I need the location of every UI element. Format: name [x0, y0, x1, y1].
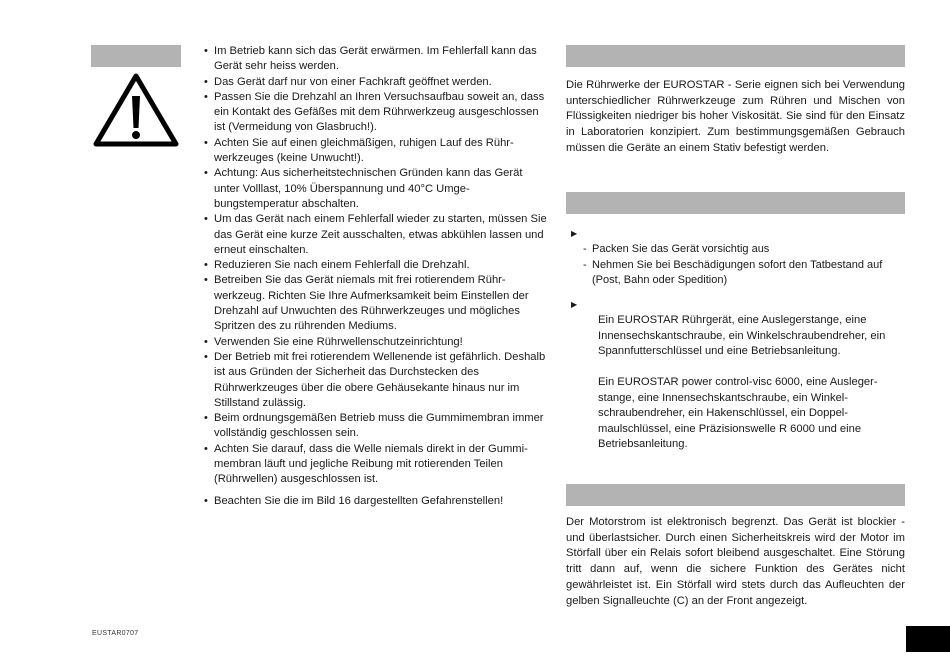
safety-bullet: • Beachten Sie die im Bild 16 dargestellten Gefahrenstellen!: [203, 494, 548, 509]
section-header-bar-motor-protection: [566, 484, 905, 506]
scope-of-delivery-item: Ein EUROSTAR power control-visc 6000, eine Auslegerstange, eine Innensechskantschraube, ein Winkelschraubendreher, ein Hakenschlüssel, ein Doppelmaulschlüssel, eine Präzisionswelle R 6000 und eine Betriebsanleitung.: [598, 376, 878, 451]
section-header-bar-unpacking: [566, 192, 905, 214]
warning-header-bar: [91, 45, 181, 67]
warning-triangle-icon: [92, 72, 180, 148]
intended-use-paragraph: Die Rührwerke der EUROSTAR - Serie eignen sich bei Verwendung unterschiedlicher Rührwerkzeuge zum Rühren und Mischen von Flüssigkeiten niedriger bis hoher Viskosität. Sie sind für den Einsatz in Laboratorien konzipiert. Zum bestimmungsgemäßen Gebrauch müssen die Geräte an einem Stativ befestigt werden.: [566, 79, 905, 154]
safety-bullet: • Achten Sie auf einen gleichmäßigen, ruhigen Lauf des Rührwerkzeuges (keine Unwucht!).: [203, 136, 548, 167]
safety-bullet: • Beim ordnungsgemäßen Betrieb muss die Gummimembran immer vollständig geschlossen sein.: [203, 411, 548, 442]
section-header-bar-intended-use: [566, 45, 905, 67]
safety-bullet: • Achten Sie darauf, dass die Welle niemals direkt in der Gummimembran läuft und jegliche Reibung mit rotierenden Teilen (Rührwellen) ausgeschlossen ist.: [203, 442, 548, 488]
page-edge-tab: [906, 626, 950, 652]
unpacking-item: - Nehmen Sie bei Beschädigungen sofort den Tatbestand auf (Post, Bahn oder Spedition): [583, 258, 913, 289]
safety-bullet: • Reduzieren Sie nach einem Fehlerfall die Drehzahl.: [203, 258, 548, 273]
safety-bullet: • Verwenden Sie eine Rührwellenschutzeinrichtung!: [203, 335, 548, 350]
unpacking-list: [583, 242, 913, 289]
safety-bullet: • Im Betrieb kann sich das Gerät erwärmen. Im Fehlerfall kann das Gerät sehr heiss werden.: [203, 44, 548, 75]
safety-bullet: • Betreiben Sie das Gerät niemals mit frei rotierendem Rührwerkzeug. Richten Sie Ihre Aufmerksamkeit beim Einstellen der Drehzahl auf Unwuchten des Rührwerkzeuges und mögliches Spritzen des zu rührenden Mediums.: [203, 273, 548, 334]
triangle-right-icon: ▶: [571, 229, 578, 238]
safety-bullet: • Der Betrieb mit frei rotierendem Wellenende ist gefährlich. Deshalb ist aus Gründen der Sicherheit das Durchstecken des Rührwerkzeuges über die obere Gehäusekante hinaus nur im Stillstand zulässig.: [203, 350, 548, 411]
safety-bullet: • Passen Sie die Drehzahl an Ihren Versuchsaufbau soweit an, dass ein Kontakt des Gefäßes mit dem Rührwerkzeug ausgeschlossen ist (Vermeidung von Glasbruch!).: [203, 90, 548, 136]
safety-bullet: • Achtung: Aus sicherheitstechnischen Gründen kann das Gerät unter Volllast, 10% Überspannung und 40°C Umgebungstemperatur abschalten.: [203, 166, 548, 212]
document-code: EUSTAR0707: [92, 630, 139, 637]
safety-instructions: [203, 44, 548, 509]
safety-bullet: • Das Gerät darf nur von einer Fachkraft geöffnet werden.: [203, 75, 548, 90]
safety-bullet: • Um das Gerät nach einem Fehlerfall wieder zu starten, müssen Sie das Gerät eine kurze Zeit ausschalten, etwas abkühlen lassen und erneut einschalten.: [203, 212, 548, 258]
unpacking-item: - Packen Sie das Gerät vorsichtig aus: [583, 242, 913, 258]
motor-protection-paragraph: Der Motorstrom ist elektronisch begrenzt. Das Gerät ist blockier - und überlastsicher. Durch einen Sicherheitskreis wird der Motor im Störfall über ein Relais sofort bleibend ausgeschaltet. Eine Störung tritt dann auf, wenn die sichere Funktion des Gerätes nicht gewährleistet ist. Ein Störfall wird stets durch das Aufleuchten der gelben Signalleuchte (C) an der Front angezeigt.: [566, 516, 905, 607]
triangle-right-icon: ▶: [571, 300, 578, 309]
scope-of-delivery-item: Ein EUROSTAR Rührgerät, eine Auslegerstange, eine Innensechskantschraube, ein Winkelschraubendreher, ein Spannfutterschlüssel und eine Betriebsanleitung.: [598, 314, 886, 358]
